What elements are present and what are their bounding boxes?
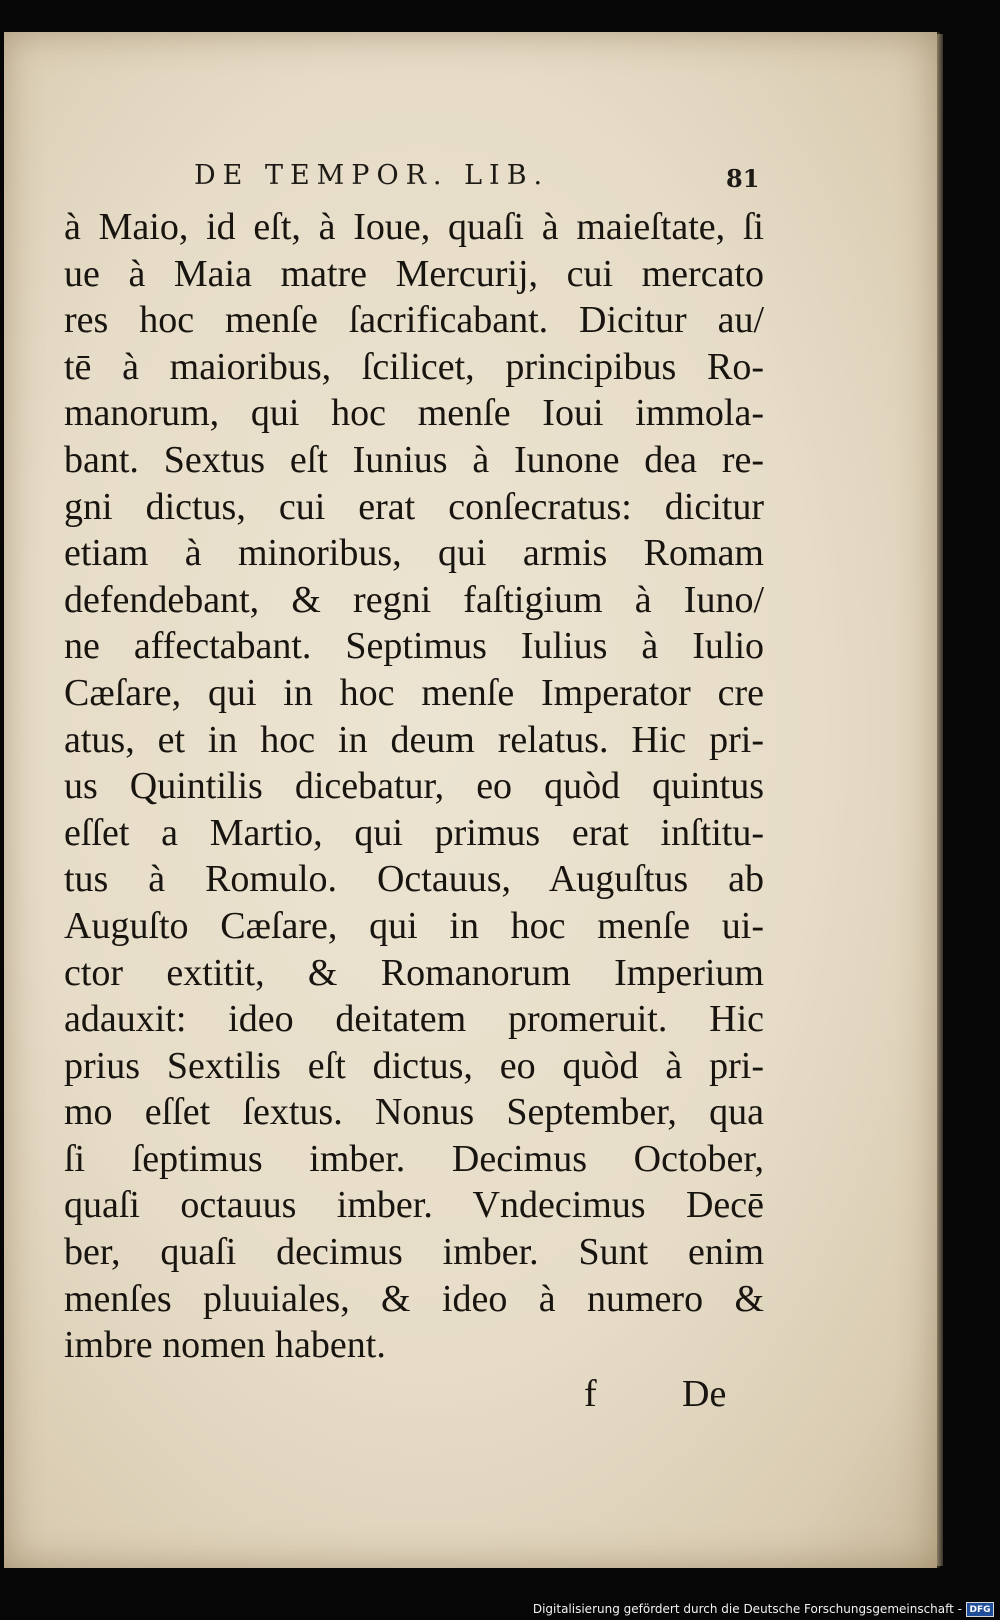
- text-line: Cæſare, qui in hoc menſe Imperator cre: [64, 671, 764, 714]
- text-line: mo eſſet ſextus. Nonus September, qua: [64, 1091, 764, 1134]
- text-line: ne affectabant. Septimus Iulius à Iulio: [64, 625, 764, 668]
- text-line: prius Sextilis eſt dictus, eo quòd à pri-: [64, 1044, 764, 1087]
- digitization-credit: Digitalisierung gefördert durch die Deutsche Forschungsgemeinschaft -: [532, 1602, 962, 1616]
- text-line: atus, et in hoc in deum relatus. Hic pri-: [64, 718, 764, 761]
- text-line: tē à maioribus, ſcilicet, principibus Ro-: [64, 345, 764, 388]
- text-line: à Maio, id eſt, à Ioue, quaſi à maieſtate, ſi: [64, 206, 764, 248]
- folio-number: 81: [726, 164, 760, 193]
- text-line: us Quintilis dicebatur, eo quòd quintus: [64, 765, 764, 808]
- text-line: etiam à minoribus, qui armis Romam: [64, 532, 764, 575]
- text-line: Auguſto Cæſare, qui in hoc menſe ui-: [64, 904, 764, 947]
- text-line: res hoc menſe ſacrificabant. Dicitur au/: [64, 299, 764, 342]
- dfg-logo-icon: DFG: [966, 1602, 994, 1617]
- signature-mark: f: [584, 1373, 597, 1415]
- text-line: eſſet a Martio, qui primus erat inſtitu-: [64, 811, 764, 854]
- text-line: quaſi octauus imber. Vndecimus Decē: [64, 1184, 764, 1227]
- text-line: gni dictus, cui erat conſecratus: dicitur: [64, 485, 764, 528]
- text-line: bant. Sextus eſt Iunius à Iunone dea re-: [64, 438, 764, 481]
- text-line: tus à Romulo. Octauus, Auguſtus ab: [64, 858, 764, 901]
- text-line: ctor extitit, & Romanorum Imperium: [64, 951, 764, 994]
- text-line: defendebant, & regni faſtigium à Iuno/: [64, 578, 764, 621]
- running-head: DE TEMPOR. LIB.: [194, 160, 550, 191]
- text-line: manorum, qui hoc menſe Ioui immola-: [64, 392, 764, 435]
- catchword: De: [682, 1373, 727, 1415]
- book-page: [4, 32, 940, 1568]
- text-line: ue à Maia matre Mercurij, cui mercato: [64, 252, 764, 295]
- text-line: menſes pluuiales, & ideo à numero &: [64, 1277, 764, 1320]
- text-line: ſi ſeptimus imber. Decimus October,: [64, 1137, 764, 1180]
- text-line: imbre nomen habent.: [64, 1324, 386, 1367]
- text-line: ber, quaſi decimus imber. Sunt enim: [64, 1231, 764, 1274]
- page-edge: [937, 34, 943, 1566]
- text-line: adauxit: ideo deitatem promeruit. Hic: [64, 998, 764, 1041]
- text-block: [64, 204, 764, 1369]
